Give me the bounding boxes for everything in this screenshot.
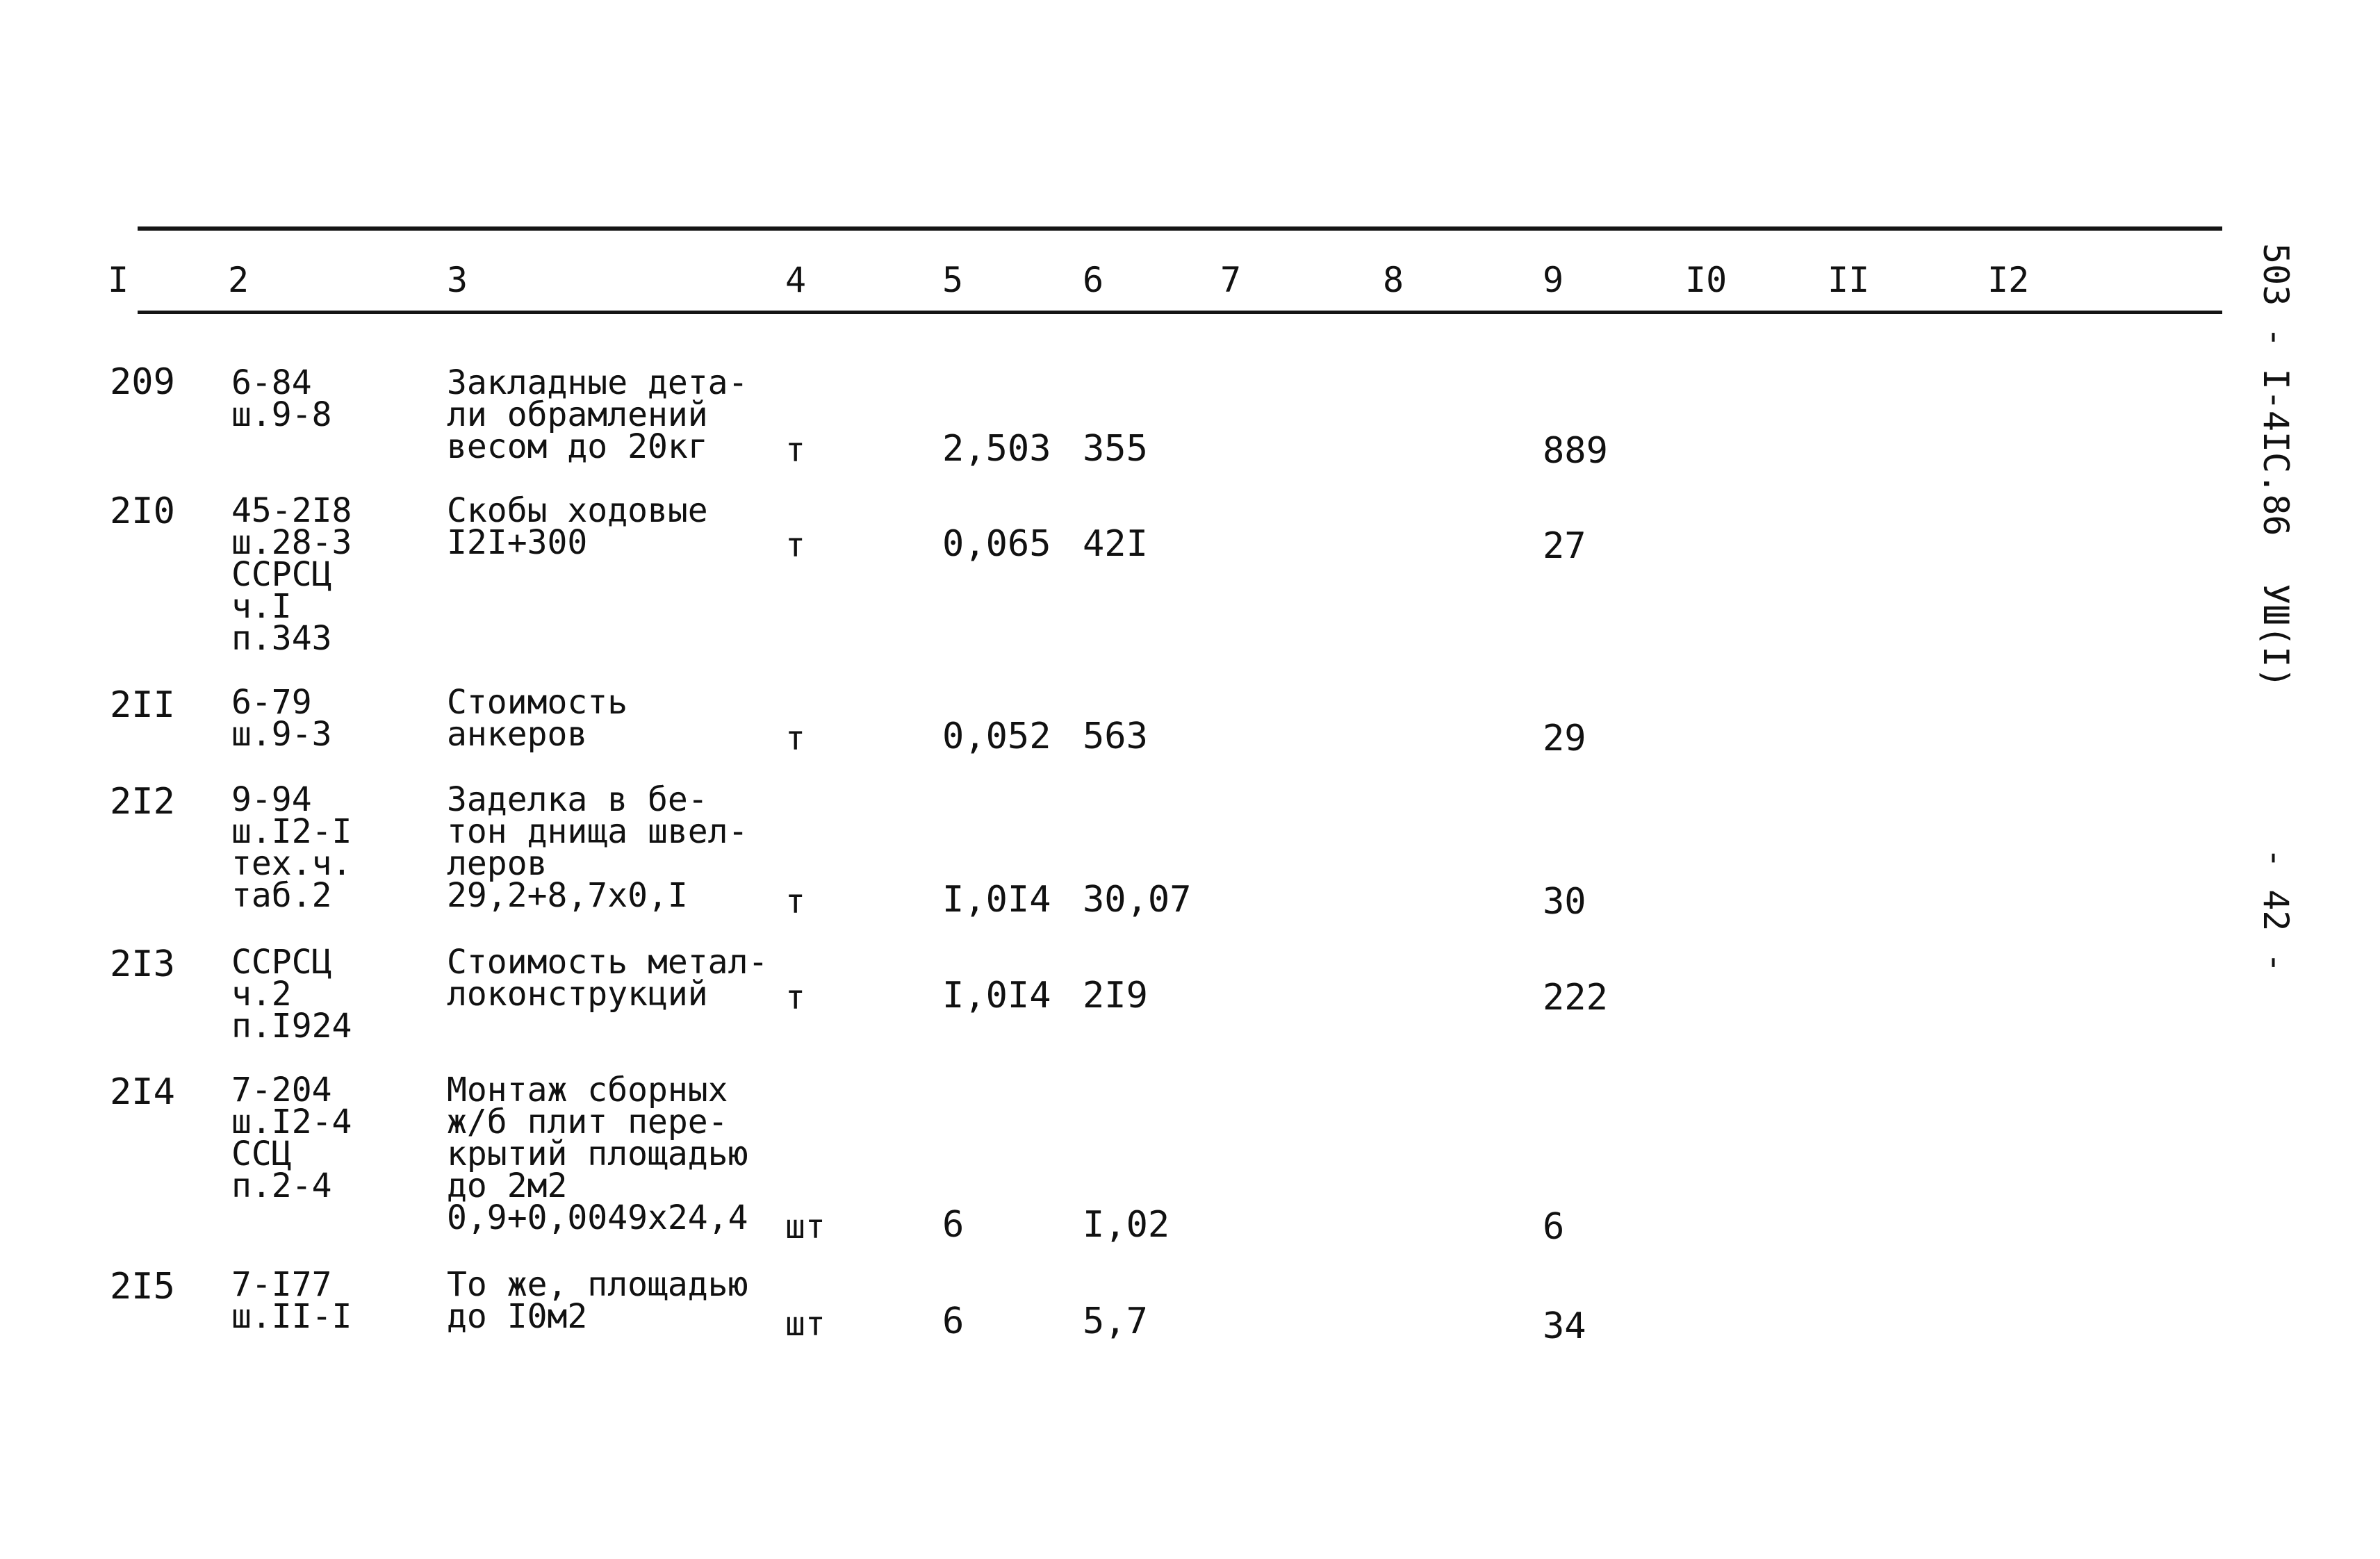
row-number: 2I4 xyxy=(110,1071,175,1113)
col-header-1: I xyxy=(108,260,129,300)
col-header-7: 7 xyxy=(1220,260,1242,300)
row-reference: 7-I77 ш.II-I xyxy=(231,1265,352,1336)
row-unit-price: 30,07 xyxy=(1083,879,1192,921)
row-unit-price: 355 xyxy=(1083,428,1148,470)
row-total: 27 xyxy=(1543,525,1586,567)
row-quantity: 6 xyxy=(942,1301,965,1342)
row-unit: т xyxy=(785,431,805,470)
row-reference: 6-84 ш.9-8 xyxy=(231,363,332,434)
row-unit-price: 563 xyxy=(1083,716,1148,757)
row-description: Монтаж сборных ж/б плит пере- крытий площадью до 2м2 0,9+0,0049х24,4 xyxy=(447,1071,748,1237)
row-unit: шт xyxy=(785,1305,826,1344)
row-description: Скобы ходовые I2I+300 xyxy=(447,491,708,562)
row-description: Стоимость метал- локонструкций xyxy=(447,943,769,1014)
col-header-5: 5 xyxy=(942,260,964,300)
row-number: 2I0 xyxy=(110,490,175,532)
row-unit: т xyxy=(785,526,805,565)
row-description: То же, площадью до I0м2 xyxy=(447,1265,748,1336)
page-number: - 42 - xyxy=(2256,848,2296,973)
col-header-3: 3 xyxy=(447,260,468,300)
row-unit-price: 42I xyxy=(1083,523,1148,565)
col-header-2: 2 xyxy=(228,260,249,300)
row-description: Заделка в бе- тон днища швел- леров 29,2+8,7х0,I xyxy=(447,780,748,915)
table-header-rule xyxy=(138,311,2222,314)
row-quantity: 2,503 xyxy=(942,428,1051,470)
row-reference: 7-204 ш.I2-4 ССЦ п.2-4 xyxy=(231,1071,352,1205)
row-unit: т xyxy=(785,978,805,1017)
col-header-8: 8 xyxy=(1383,260,1404,300)
row-description: Стоимость анкеров xyxy=(447,683,628,754)
row-number: 2I2 xyxy=(110,781,175,823)
row-quantity: 6 xyxy=(942,1204,965,1246)
row-unit-price: 5,7 xyxy=(1083,1301,1148,1342)
row-number: 2I3 xyxy=(110,943,175,985)
row-unit: т xyxy=(785,882,805,921)
col-header-11: II xyxy=(1828,260,1870,300)
row-number: 2I5 xyxy=(110,1266,175,1308)
row-description: Закладные дета- ли обрамлений весом до 20кг xyxy=(447,363,748,466)
row-number: 2II xyxy=(110,684,175,726)
row-unit: шт xyxy=(785,1207,826,1246)
row-reference: ССРСЦ ч.2 п.I924 xyxy=(231,943,352,1046)
row-quantity: 0,052 xyxy=(942,716,1051,757)
row-quantity: I,0I4 xyxy=(942,975,1051,1016)
row-total: 222 xyxy=(1543,977,1608,1018)
row-number: 209 xyxy=(110,361,175,403)
row-total: 6 xyxy=(1543,1206,1565,1248)
row-quantity: I,0I4 xyxy=(942,879,1051,921)
row-total: 889 xyxy=(1543,430,1608,472)
row-unit-price: 2I9 xyxy=(1083,975,1148,1016)
row-unit-price: I,02 xyxy=(1083,1204,1170,1246)
row-total: 29 xyxy=(1543,718,1586,759)
row-reference: 9-94 ш.I2-I тех.ч. таб.2 xyxy=(231,780,352,915)
col-header-12: I2 xyxy=(1987,260,2030,300)
row-unit: т xyxy=(785,719,805,758)
col-header-6: 6 xyxy=(1083,260,1104,300)
row-total: 34 xyxy=(1543,1305,1586,1347)
row-total: 30 xyxy=(1543,881,1586,923)
col-header-10: I0 xyxy=(1685,260,1727,300)
row-reference: 45-2I8 ш.28-3 ССРСЦ ч.I п.343 xyxy=(231,491,352,658)
col-header-9: 9 xyxy=(1543,260,1564,300)
document-code: 503 - I-4IC.86 xyxy=(2256,243,2296,536)
row-quantity: 0,065 xyxy=(942,523,1051,565)
album-label: УШ(I) xyxy=(2256,584,2296,688)
row-reference: 6-79 ш.9-3 xyxy=(231,683,332,754)
col-header-4: 4 xyxy=(785,260,807,300)
table-top-rule xyxy=(138,226,2222,231)
